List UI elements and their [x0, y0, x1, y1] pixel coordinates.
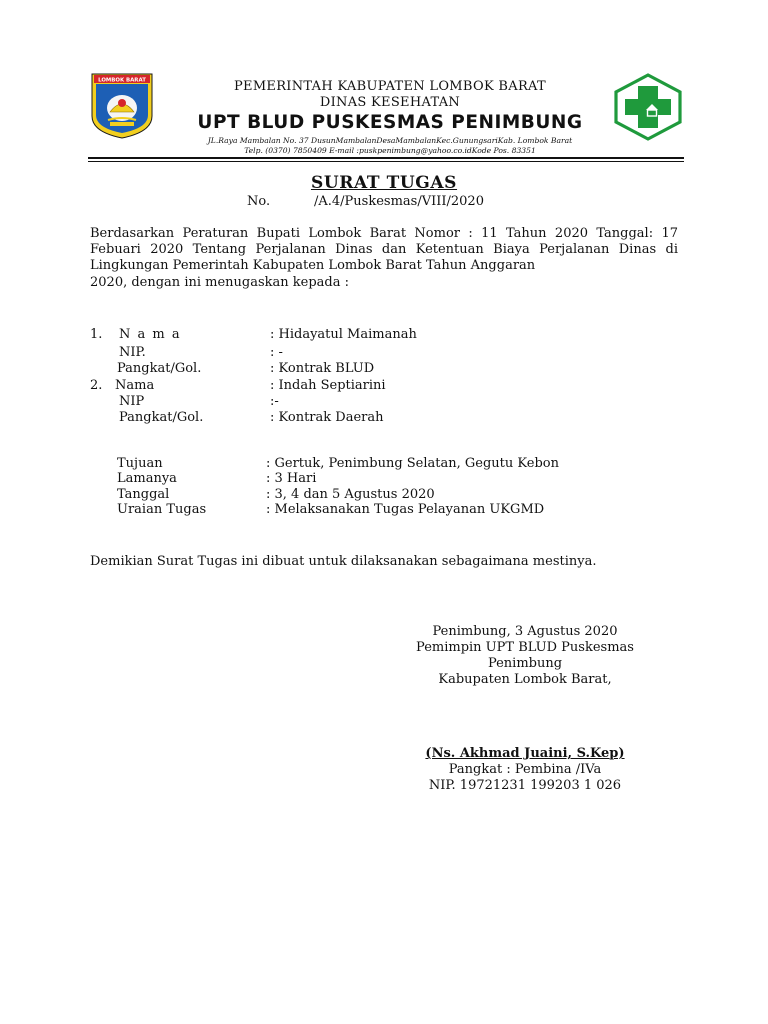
signatory-nip: NIP. 19721231 199203 1 026	[428, 778, 622, 793]
person-1-nip: : -	[270, 345, 283, 360]
signature-place-date: Penimbung, 3 Agustus 2020	[432, 624, 618, 639]
svg-text:LOMBOK BARAT: LOMBOK BARAT	[98, 77, 146, 84]
person-2-name: : Indah Septiarini	[270, 378, 386, 393]
person-1-grade: : Kontrak BLUD	[270, 361, 375, 376]
person-1-name-label: N a m a	[119, 327, 182, 342]
signature-role-line-1: Pemimpin UPT BLUD Puskesmas	[416, 640, 634, 655]
header-divider-thin	[88, 161, 684, 162]
detail-duration-label: Lamanya	[117, 471, 177, 486]
letterhead-address: JL.Raya Mambalan No. 37 DusunMambalanDesaMambalanKec.GunungsariKab. Lombok Barat	[207, 136, 573, 145]
detail-duration-value: : 3 Hari	[266, 471, 317, 486]
detail-destination-value: : Gertuk, Penimbung Selatan, Gegutu Kebon	[266, 456, 559, 471]
person-2-grade: : Kontrak Daerah	[270, 410, 384, 425]
document-title: SURAT TUGAS	[310, 173, 458, 193]
number-label: No.	[247, 194, 271, 209]
detail-task-label: Uraian Tugas	[117, 502, 207, 517]
letterhead-department: DINAS KESEHATAN	[319, 95, 461, 110]
person-1-grade-label: Pangkat/Gol.	[117, 361, 202, 376]
lombok-barat-emblem-icon	[88, 70, 156, 140]
detail-destination-label: Tujuan	[117, 456, 163, 471]
detail-task-value: : Melaksanakan Tugas Pelayanan UKGMD	[266, 502, 545, 517]
person-2-number: 2.	[90, 378, 103, 393]
person-1-name: : Hidayatul Maimanah	[270, 327, 417, 342]
number-value: /A.4/Puskesmas/VIII/2020	[314, 194, 484, 209]
person-2-name-label: Nama	[115, 378, 155, 393]
detail-date-label: Tanggal	[117, 487, 170, 502]
detail-date-value: : 3, 4 dan 5 Agustus 2020	[266, 487, 435, 502]
signature-role-line-2: Penimbung	[487, 656, 563, 671]
signature-role-line-3: Kabupaten Lombok Barat,	[438, 672, 612, 687]
person-2-nip: :-	[270, 394, 279, 409]
person-2-nip-label: NIP	[119, 394, 145, 409]
signature-signatory	[380, 746, 670, 794]
letterhead-government: PEMERINTAH KABUPATEN LOMBOK BARAT	[233, 79, 546, 94]
puskesmas-health-logo-icon	[612, 72, 684, 142]
letterhead-contact: Telp. (0370) 7850409 E-mail :puskpenimbung@yahoo.co.idKode Pos. 83351	[244, 146, 536, 155]
letterhead	[160, 78, 620, 156]
closing-statement: Demikian Surat Tugas ini dibuat untuk dilaksanakan sebagaimana mestinya.	[90, 554, 597, 569]
signature-heading	[380, 624, 670, 688]
intro-text: Berdasarkan Peraturan Bupati Lombok Barat Nomor : 11 Tahun 2020 Tanggal: 17 Febuari 2020 Tentang Perjalanan Dinas dan Ketentuan Biaya Perjalanan Dinas di Lingkungan Pemerintah Kabupaten Lombok Barat Tahun Anggaran	[90, 226, 678, 274]
letterhead-institution: UPT BLUD PUSKESMAS PENIMBUNG	[197, 112, 583, 133]
intro-paragraph	[90, 226, 678, 291]
person-2-grade-label: Pangkat/Gol.	[119, 410, 204, 425]
person-1-number: 1.	[90, 327, 103, 342]
signatory-name: (Ns. Akhmad Juaini, S.Kep)	[425, 746, 625, 761]
person-1-nip-label: NIP.	[119, 345, 146, 360]
signatory-rank: Pangkat : Pembina /IVa	[448, 762, 602, 777]
intro-last-line: 2020, dengan ini menugaskan kepada :	[90, 274, 350, 290]
header-divider-thick	[88, 157, 684, 159]
